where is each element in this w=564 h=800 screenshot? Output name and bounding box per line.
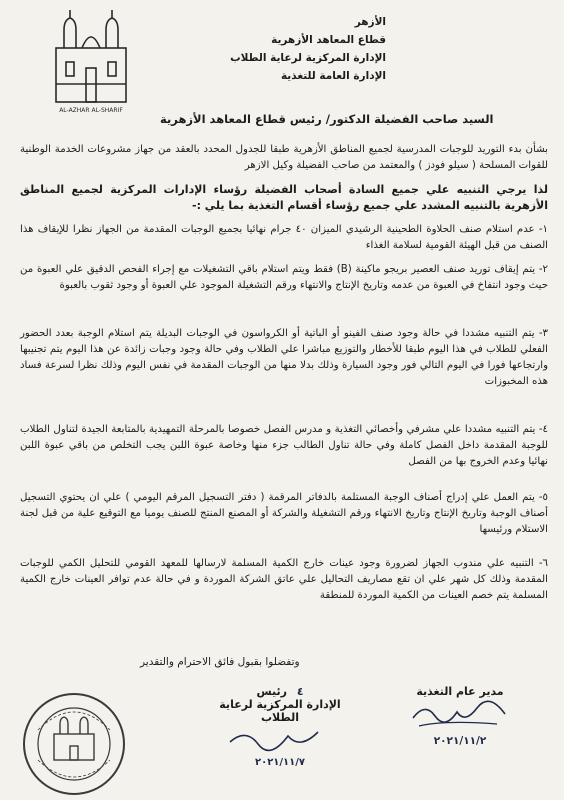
signature-date-nutrition: ٢٠٢١/١١/٢ <box>433 735 487 747</box>
header-line-2: قطاع المعاهد الأزهرية <box>271 34 386 46</box>
closing-line: وتفضلوا بقبول فائق الاحترام والتقدير <box>140 656 300 668</box>
handwritten-signature-icon <box>405 698 515 732</box>
item-5: ٥- يتم العمل علي إدراج أصناف الوجبة المستلمة بالدفاتر المرقمة ( دفتر التسجيل المرقم اليومي ) علي ان يحتوي التسجيل أصناف الوجبة وتاريخ الإنتاج وتاريخ الانتهاء ورقم التشغيلة والشركة أو المصنع المنتج للصنف يوميا مع التوقيع علية من قبل لجنة الاستلام ورئيسها <box>20 492 548 535</box>
signature-block-nutrition <box>400 685 520 747</box>
item-6: ٦- التنبيه علي مندوب الجهاز لضرورة وجود عينات خارج الكمية المسلمة لارسالها للمعهد القومي للتحليل الكمي للوجبات المقدمة وذلك كل شهر علي ان تقع مصاريف التحاليل علي عاتق الشركة الموردة و في حالة عدم توافر العينات خارج الكمية المسلمة يتم خصم العينات من الكمية الموردة للمنطقة <box>20 558 548 601</box>
signature-dept-central: الإدارة المركزية لرعاية الطلاب <box>219 698 341 724</box>
item-4: ٤- يتم التنبيه مشددا علي مشرفي وأخصائي التغذية و مدرس الفصل خصوصا بالمرحلة التمهيدية بالمتابعة الجيدة لتناول الطلاب للوجبة المقدمة داخل الفصل كاملة وفي حالة تناول الطالب جزء منها وخاصة عبوة اللبن يجب التخلص من باقي عبوة اللبن نهائيا وعدم الخروج بها من الفصل <box>20 424 548 467</box>
signature-title-nutrition: مدير عام التغذية <box>416 685 504 698</box>
signature-date-central: ٢٠٢١/١١/٧ <box>254 757 306 768</box>
signature-title-central: ٤ رئيس <box>256 685 304 698</box>
signature-mark: ٤ <box>296 685 304 698</box>
header-line-1: الأزهر <box>354 16 386 28</box>
request-paragraph: لذا يرجي التنبيه علي جميع السادة أصحاب الفضيلة رؤساء الإدارات المركزية لجميع المناطق الأزهرية بالتنبيه المشدد علي جميع رؤساء أقسام التغذية بما يلي :- <box>20 183 548 212</box>
header-line-3: الإدارة المركزية لرعاية الطلاب <box>230 52 386 64</box>
item-2: ٢- يتم إيقاف توريد صنف العصير بريجو ماكينة (B) فقط ويتم استلام باقي التشغيلات مع إجراء الفحص الدقيق علي العبوة من حيث وجود انتفاخ في العبوة من عدمه وتاريخ الإنتاج والانتهاء ورقم التشغيلة الموجود علي العبوة أو وجود ثقوب بالعبوة <box>20 264 548 291</box>
official-stamp-icon <box>20 690 128 798</box>
item-1: ١- عدم استلام صنف الحلاوة الطحينية الرشيدي الميزان ٤٠ جرام نهائيا بجميع الوجبات المقدمة من الجهاز نظرا للإيقاف هذا الصنف من قبل الهيئة القومية لسلامة الغذاء <box>20 224 548 251</box>
addressee-line: السيد صاحب الفضيلة الدكتور/ رئيس قطاع المعاهد الأزهرية <box>160 112 494 126</box>
logo-caption: AL-AZHAR AL-SHARIF <box>59 107 123 114</box>
header-line-4: الإدارة العامة للتغذية <box>280 70 386 82</box>
item-3: ٣- يتم التنبيه مشددا في حالة وجود صنف الفينو أو الباتية أو الكرواسون في الوجبات البديلة يتم استلام الوجبة بعدد الحضور الفعلي للطلاب في هذا اليوم طبقا للأخطار والتوزيع مباشرا علي الطلاب وفي حالة وجود وجبات زائدة عن هذا اليوم يتم تجنيبها وارتجاعها فورا في اليوم التالي فور وجود السيارة وذلك بدلا منها من الوجبات المقدمة في نفس اليوم وذلك نظرا لسرعة فساد هذه المخبوزات <box>20 328 548 387</box>
signature-block-central <box>205 685 355 768</box>
intro-paragraph: بشأن بدء التوريد للوجبات المدرسية لجميع المناطق الأزهرية طبقا للجدول المحدد بالعقد من جهاز مشروعات الخدمة الوطنية للقوات المسلحة ( سيلو فودز ) والمعتمد من صاحب الفضيلة وكيل الازهر <box>20 144 548 171</box>
al-azhar-logo-icon <box>52 8 130 116</box>
handwritten-signature-central-icon <box>210 724 350 754</box>
